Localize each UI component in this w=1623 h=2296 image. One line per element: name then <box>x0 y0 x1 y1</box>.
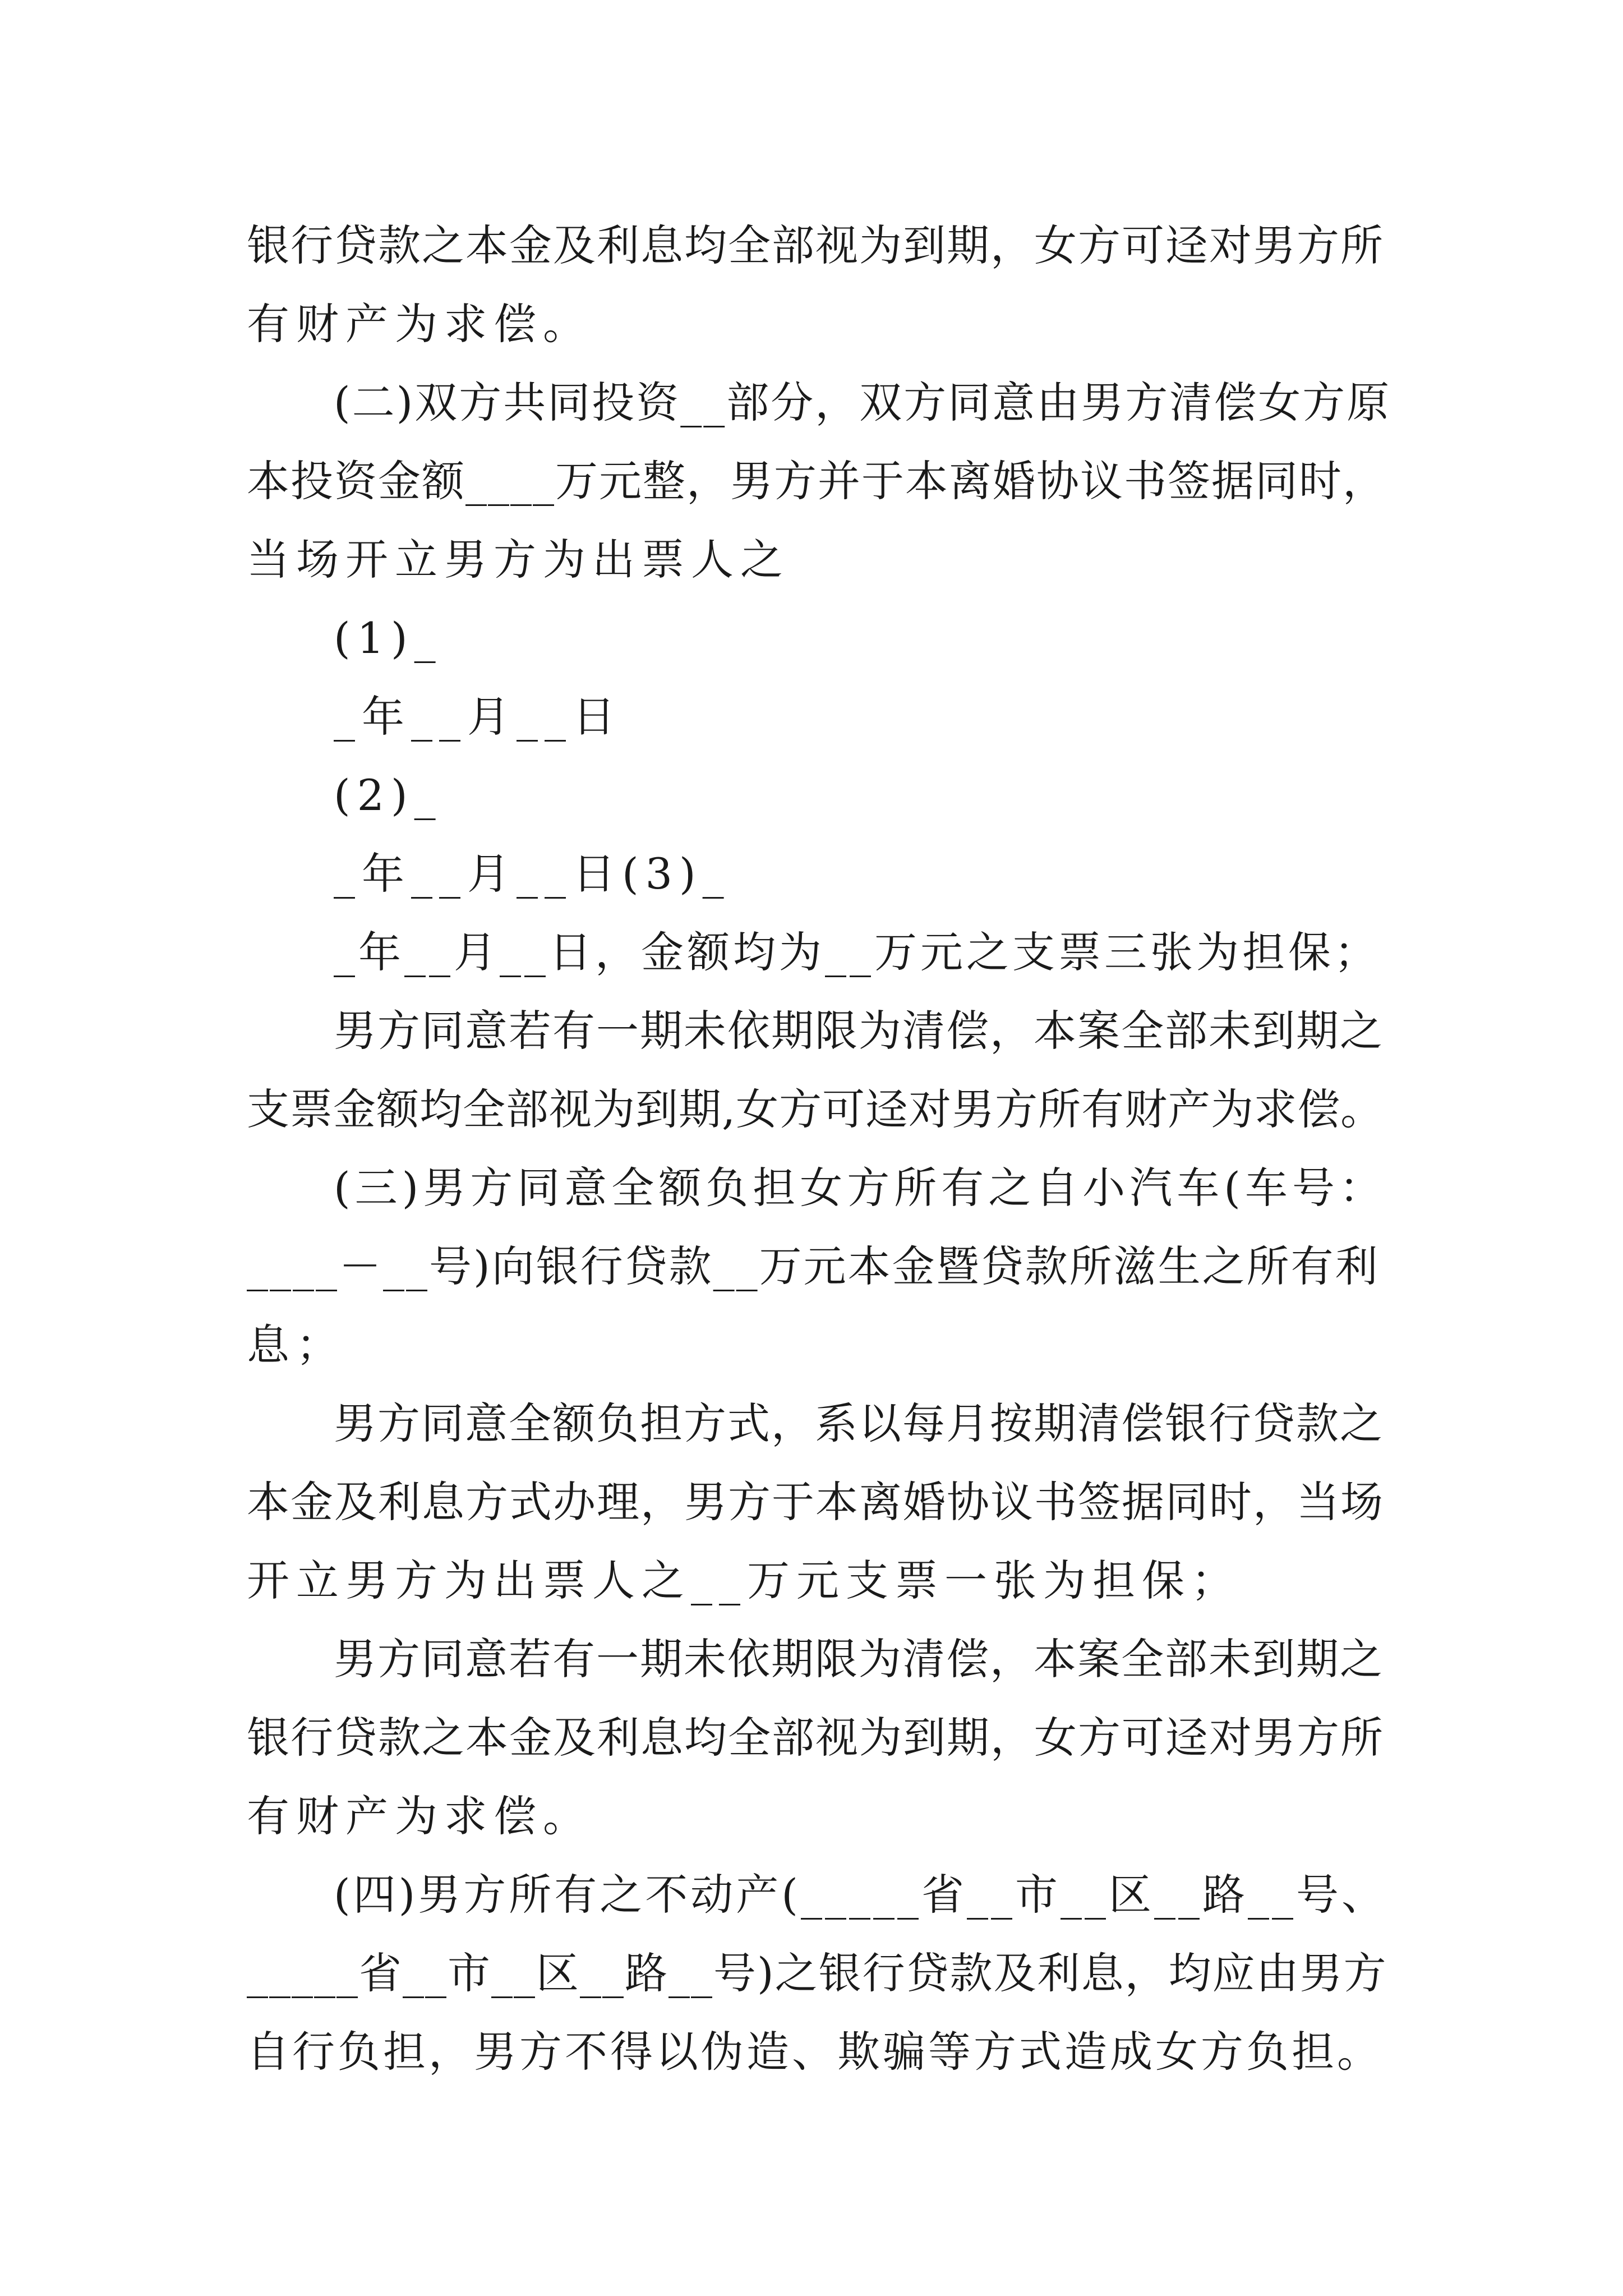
text-line: 男方同意若有一期未依期限为清偿，本案全部未到期之 <box>334 1006 1384 1056</box>
text-line: ____－__号)向银行贷款__万元本金暨贷款所滋生之所有利 <box>247 1241 1380 1291</box>
text-line: 开立男方为出票人之__万元支票一张为担保； <box>247 1556 1241 1605</box>
text-line: 本金及利息方式办理，男方于本离婚协议书签据同时，当场 <box>247 1477 1384 1527</box>
text-line: (1)_ <box>334 613 442 663</box>
text-line: (四)男方所有之不动产(_____省__市__区__路__号、 <box>334 1870 1387 1920</box>
text-line: _年__月__日(3)_ <box>334 849 731 899</box>
text-line: 有财产为求偿。 <box>247 299 592 349</box>
text-line: (二)双方共同投资__部分，双方同意由男方清偿女方原 <box>334 378 1391 427</box>
text-line: (2)_ <box>334 770 442 820</box>
text-line: 银行贷款之本金及利息均全部视为到期，女方可迳对男方所 <box>247 220 1384 270</box>
text-line: (三)男方同意全额负担女方所有之自小汽车(车号： <box>334 1163 1386 1213</box>
text-line: 息； <box>247 1320 345 1370</box>
text-line: 男方同意全额负担方式，系以每月按期清偿银行贷款之 <box>334 1398 1384 1448</box>
text-line: 自行负担，男方不得以伪造、欺骗等方式造成女方负担。 <box>247 2027 1382 2077</box>
text-line: 有财产为求偿。 <box>247 1791 592 1841</box>
text-line: 银行贷款之本金及利息均全部视为到期，女方可迳对男方所 <box>247 1713 1384 1763</box>
text-line: _年__月__日 <box>334 692 622 742</box>
text-line: _____省__市__区__路__号)之银行贷款及利息，均应由男方 <box>247 1948 1387 1998</box>
text-line: _年__月__日，金额均为__万元之支票三张为担保； <box>334 927 1380 977</box>
text-line: 本投资金额____万元整，男方并于本离婚协议书签据同时， <box>247 456 1386 506</box>
text-line: 当场开立男方为出票人之 <box>247 535 790 585</box>
text-line: 支票金额均全部视为到期,女方可迳对男方所有财产为求偿。 <box>247 1084 1384 1134</box>
text-line: 男方同意若有一期未依期限为清偿，本案全部未到期之 <box>334 1634 1384 1684</box>
